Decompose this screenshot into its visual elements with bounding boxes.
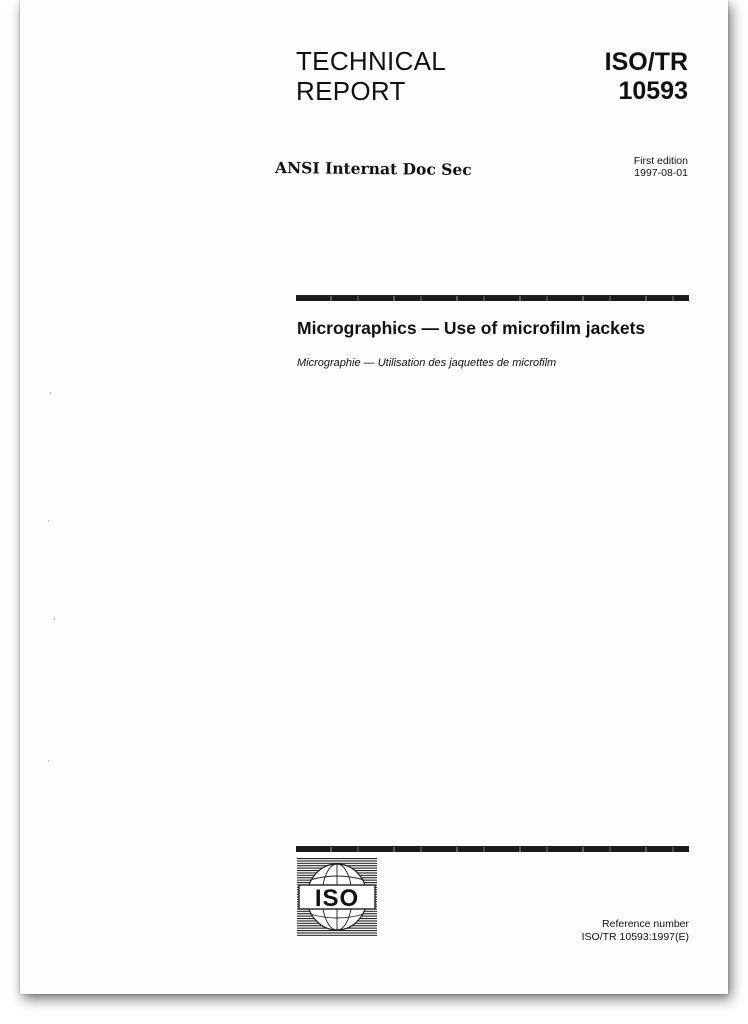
iso-globe-logo-icon bbox=[297, 858, 377, 936]
document-page bbox=[20, 0, 728, 994]
scan-speck bbox=[50, 392, 51, 394]
edition-label: First edition bbox=[633, 155, 688, 167]
scan-speck bbox=[54, 618, 55, 620]
document-number-line1: ISO/TR bbox=[604, 48, 688, 76]
document-title-french: Micrographie — Utilisation des jaquettes de microfilm bbox=[297, 357, 557, 369]
scan-speck bbox=[48, 760, 49, 762]
reference-label: Reference number bbox=[602, 918, 689, 930]
document-title: Micrographics — Use of microfilm jackets bbox=[297, 318, 646, 338]
reference-block bbox=[582, 918, 689, 944]
library-stamp: ANSI Internat Doc Sec bbox=[274, 158, 472, 180]
document-type-line2: REPORT bbox=[296, 76, 406, 106]
bottom-divider bbox=[296, 846, 689, 852]
document-number-line2: 10593 bbox=[618, 77, 688, 105]
logo-text: ISO bbox=[314, 885, 360, 912]
reference-number: ISO/TR 10593:1997(E) bbox=[581, 931, 689, 943]
document-type bbox=[296, 46, 446, 106]
edition-date: 1997-08-01 bbox=[634, 167, 688, 179]
scan-speck bbox=[48, 520, 49, 522]
edition-info bbox=[634, 155, 688, 179]
document-number bbox=[605, 48, 688, 106]
top-divider bbox=[296, 295, 689, 301]
document-type-line1: TECHNICAL bbox=[296, 46, 447, 76]
